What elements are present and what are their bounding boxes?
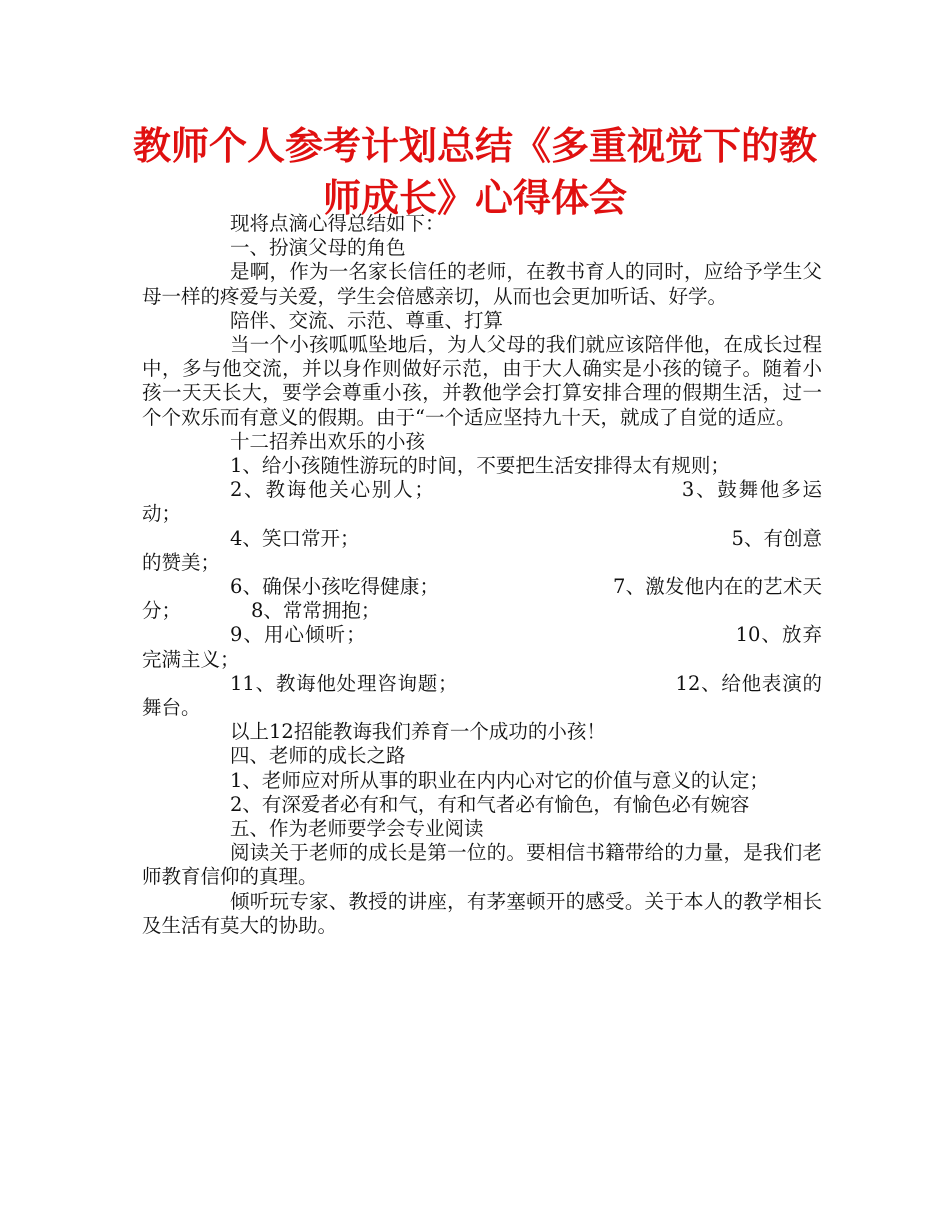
- paragraph-growth-2: 2、有深爱者必有和气，有和气者必有愉色，有愉色必有婉容: [230, 792, 750, 816]
- document-body: [142, 212, 822, 938]
- tip-10: 10、放弃完满主义；: [142, 623, 822, 671]
- paragraph-summary: 以上12招能教诲我们养育一个成功的小孩！: [230, 720, 606, 744]
- tips-row: [142, 527, 822, 575]
- tips-row: [142, 575, 822, 623]
- tip-11: 11、教诲他处理咨询题；: [230, 671, 458, 695]
- paragraph-growth-1: 1、老师应对所从事的职业在内内心对它的价值与意义的认定；: [230, 768, 769, 792]
- tip-9: 9、用心倾听；: [230, 623, 366, 647]
- tip-2: 2、教诲他关心别人；: [230, 478, 434, 502]
- tip-5: 5、有创意的赞美；: [142, 526, 822, 574]
- tips-row: [142, 623, 822, 671]
- paragraph-reading: 阅读关于老师的成长是第一位的。要相信书籍带给的力量，是我们老师教育信仰的真理。: [142, 841, 822, 889]
- paragraph-lectures: 倾听玩专家、教授的讲座，有茅塞顿开的感受。关于本人的教学相长及生活有莫大的协助。: [142, 889, 822, 937]
- paragraph-companion: 当一个小孩呱呱坠地后，为人父母的我们就应该陪伴他，在成长过程中，多与他交流，并以身作则做好示范，由于大人确实是小孩的镜子。随着小孩一天天长大，要学会尊重小孩，并教他学会打算安排合理的假期生活，过一个个欢乐而有意义的假期。由于“一个适应坚持九十天，就成了自觉的适应。: [142, 333, 822, 429]
- tips-row: [142, 672, 822, 720]
- document-title: 教师个人参考计划总结《多重视觉下的教师成长》心得体会: [132, 124, 817, 220]
- tip-3: 3、鼓舞他多运动；: [142, 478, 822, 526]
- tips-row: [142, 478, 822, 526]
- heading-section-1: 一、扮演父母的角色: [230, 236, 406, 260]
- paragraph-intro: 现将点滴心得总结如下：: [230, 212, 445, 235]
- heading-section-4: 四、老师的成长之路: [230, 744, 406, 768]
- tip-6: 6、确保小孩吃得健康；: [230, 575, 439, 599]
- paragraph-parent-role: 是啊，作为一名家长信任的老师，在教书育人的同时，应给予学生父母一样的疼爱与关爱，学生会倍感亲切，从而也会更加听话、好学。: [142, 260, 822, 308]
- tip-8: 8、常常拥抱；: [251, 599, 381, 623]
- tip-7: 7、激发他内在的艺术天分；: [142, 575, 822, 623]
- heading-section-5: 五、作为老师要学会专业阅读: [230, 817, 484, 841]
- heading-twelve-tips: 十二招养出欢乐的小孩: [230, 429, 426, 453]
- tip-4: 4、笑口常开；: [230, 526, 360, 550]
- tip-1: 1、给小孩随性游玩的时间，不要把生活安排得太有规则；: [230, 454, 730, 478]
- heading-companion: 陪伴、交流、示范、尊重、打算: [230, 308, 504, 332]
- tip-12: 12、给他表演的舞台。: [142, 671, 822, 720]
